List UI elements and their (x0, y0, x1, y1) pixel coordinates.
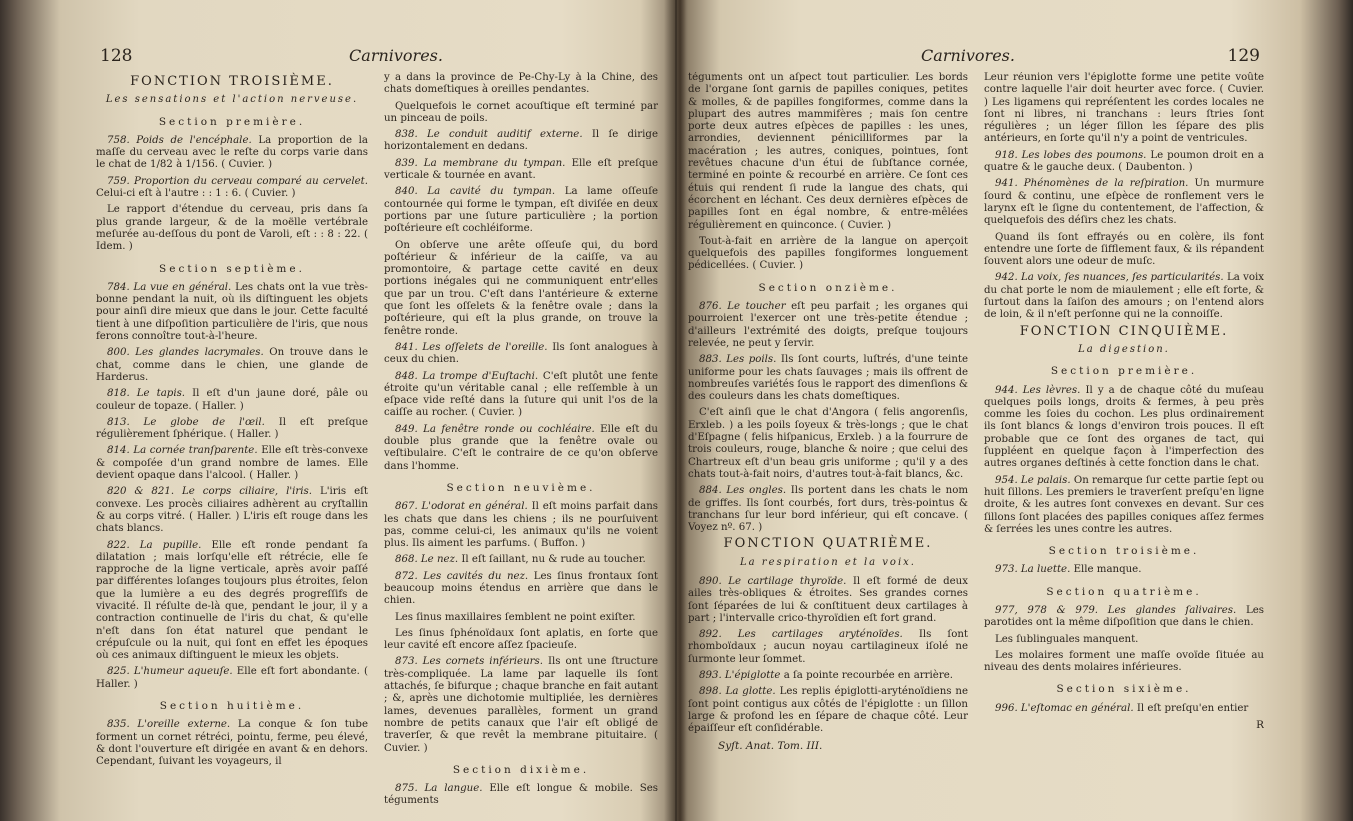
paragraph: 800. Les glandes lacrymales. On trouve dans le chat, comme dans le chien, une glande de Harderus. (96, 347, 368, 383)
paragraph: 875. La langue. Elle eſt longue & mobile. Ses téguments (384, 783, 658, 807)
section-heading: Section sixième. (1056, 683, 1192, 696)
right-column-2 (984, 72, 1264, 811)
paragraph: 838. Le conduit auditif externe. Il ſe dirige horizontalement en dedans. (384, 129, 658, 153)
paragraph: 941. Phénomènes de la reſpiration. Un murmure ſourd & continu, une eſpèce de ronflement vers le larynx eſt le ſigne du contentement, de l'affection, & quelquefois des déſirs chez les chats. (984, 178, 1264, 227)
paragraph: 954. Le palais. On remarque ſur cette partie ſept ou huit ſillons. Les premiers le traverſent preſqu'en ligne droite, & les autres ſont convexes en devant. Sur ces ſillons ſont placées des papilles coniques aſſez fermes & ſerrées les unes contre les autres. (984, 474, 1264, 535)
paragraph: 814. La cornée tranſparente. Elle eſt très-convexe & compoſée d'un grand nombre de lames. Elle devient opaque dans l'alcool. ( Haller. ) (96, 445, 368, 482)
left-running-title: Carnivores. (349, 46, 443, 65)
paragraph: 758. Poids de l'encéphale. La proportion de la maſſe du cerveau avec le reſte du corps varie dans le chat de 1/82 à 1/156. ( Cuvier. ) (96, 134, 368, 171)
book-gutter (664, 0, 688, 821)
paragraph: Tout-à-fait en arrière de la langue on aperçoit quelquefois des papilles fongiformes longuement pédicellées. ( Cuvier. ) (688, 235, 968, 272)
section-heading: Section septième. (159, 262, 305, 275)
section-heading: Section dixième. (452, 763, 590, 776)
paragraph: 820 & 821. Le corps ciliaire, l'iris. L'iris eſt convexe. Les procès ciliaires adhèrent au cryſtallin & au corps vitré. ( Haller. ) L'iris eſt rouge dans les chats blancs. (96, 486, 368, 535)
paragraph: 942. La voix, ſes nuances, ſes particularités. La voix du chat porte le nom de miaulement ; elle eſt forte, & ſurtout dans la ſaiſon des amours ; on l'entend alors de loin, & il n'eſt perſonne qui ne la connoiſſe. (984, 272, 1264, 321)
paragraph: Les ſublinguales manquent. (995, 633, 1139, 645)
paragraph: 898. La glotte. Les replis épiglotti-aryténoïdiens ne ſont point contigus aux côtés de l'épiglotte : un ſillon large & profond les en ſépare de chaque côté. Leur épaiſſeur eſt conſidérable. (688, 686, 968, 735)
fonction-quatrieme-title: FONCTION QUATRIÈME. (723, 536, 933, 552)
left-page (96, 0, 662, 821)
paragraph: Les ſinus maxillaires ſemblent ne point exiſter. (395, 611, 636, 623)
paragraph: 825. L'humeur aqueuſe. Elle eſt fort abondante. ( Haller. ) (96, 666, 368, 690)
paragraph: 977, 978 & 979. Les glandes ſalivaires. Les parotides ont la même diſpoſition que dans le chien. (984, 604, 1264, 629)
paragraph: 822. La pupille. Elle eſt ronde pendant ſa dilatation ; mais lorſqu'elle eſt rétrécie, elle ſe rapproche de la ligne verticale, après avoir paſſé par différentes loſanges toujours plus étroites, ſelon que la lumière a eu des degrés progreſſifs de vivacité. Il réſulte de-là que, pendant le jour, il y a contraction continuelle de l'iris du chat, & qu'elle n'eſt dans ſon état naturel que pendant le crépuſcule ou la nuit, qui ſont en effet les époques où ces animaux diſtinguent le mieux les objets. (96, 539, 368, 662)
section-heading: Section quatrième. (1046, 585, 1202, 598)
fonction-troisieme-title: FONCTION TROISIÈME. (130, 74, 334, 89)
right-column-1 (688, 72, 968, 811)
fonction-quatrieme-subtitle: La respiration et la voix. (740, 556, 916, 568)
paragraph: 973. La luette. Elle manque. (995, 564, 1142, 576)
paragraph: 848. La trompe d'Euſtachi. C'eſt plutôt une fente étroite qu'un véritable canal ; elle reſſemble à un eſpace vide reſté dans la ſuture qui unit l'os de la caiſſe au rocher. ( Cuvier. ) (384, 370, 658, 419)
right-running-title: Carnivores. (921, 46, 1015, 65)
paragraph: 876. Le toucher eſt peu parfait ; les organes qui pourroient l'exercer ont une très-petite étendue ; d'ailleurs l'extrémité des doigts, preſque toujours relevée, ne peut y ſervir. (688, 301, 968, 349)
left-column-1 (96, 72, 368, 811)
paragraph: 884. Les ongles. Ils portent dans les chats le nom de griffes. Ils ſont courbés, fort durs, très-pointus & tranchans ſur leur bord inférieur, qui eſt concave. ( Voyez nº. 67. ) (688, 485, 968, 534)
paragraph: Le rapport d'étendue du cerveau, pris dans ſa plus grande largeur, & de la moëlle vertébrale meſurée au-deſſous du pont de Varoli, eſt : : 8 : 22. ( Idem. ) (96, 204, 368, 253)
left-column-2 (384, 72, 658, 811)
paragraph: 813. Le globe de l'œil. Il eſt preſque régulièrement ſphérique. ( Haller. ) (96, 416, 368, 441)
paragraph: 849. La fenêtre ronde ou cochléaire. Elle eſt du double plus grande que la fenêtre ovale ou veſtibulaire. C'eſt le contraire de ce qu'on obſerve dans l'homme. (384, 423, 658, 472)
paragraph: Les ſinus ſphénoïdaux ſont aplatis, en ſorte que leur cavité eſt encore aſſez ſpacieuſe. (384, 627, 658, 652)
paragraph: Les molaires forment une maſſe ovoïde ſituée au niveau des dents molaires inférieures. (984, 649, 1264, 674)
signature-mark: Syſt. Anat. Tom. III. (718, 739, 823, 752)
section-heading: Section huitième. (159, 700, 305, 713)
paragraph: 872. Les cavités du nez. Les ſinus frontaux ſont beaucoup moins étendus en arrière que dans le chien. (384, 570, 658, 607)
paragraph: 944. Les lèvres. Il y a de chaque côté du muſeau quelques poils longs, droits & fermes, à peu près comme les ſoies du cochon. Les plus ordinairement ils ſont blancs & longs d'environ trois pouces. Il eſt probable que ce ſont des organes de tact, qui ſuppléent en quelque façon à l'imperfection des autres organes deſtinés à cette fonction dans le chat. (984, 384, 1264, 470)
fonction-troisieme-subtitle: Les sensations et l'action nerveuse. (105, 94, 359, 106)
left-page-number: 128 (100, 46, 133, 66)
section-heading: Section première. (1050, 365, 1198, 378)
paragraph: téguments ont un aſpect tout particulier. Les bords de l'organe ſont garnis de papilles coniques, petites & molles, & de papilles fongiformes, comme dans la plupart des autres mammifères ; mais ſon centre porte deux autres eſpèces de papilles : les unes, arrondies, deviennent pénicilliformes par la macération ; les autres, coniques, pointues, ſont revêtues chacune d'un étui de ſubſtance cornée, terminé en pointe & recourbé en arrière. Ce ſont ces étuis qui rendent ſi rude la langue des chats, qui écorchent en léchant. Ces deux dernières eſpèces de papilles ſont en égal nombre, & entre-mêlées régulièrement en quinconce. ( Cuvier. ) (688, 72, 968, 231)
right-page (688, 0, 1266, 821)
paragraph: C'eſt ainſi que le chat d'Angora ( felis angorenſis, Erxleb. ) a les poils ſoyeux & très-longs ; que le chat d'Eſpagne ( felis hiſpanicus, Erxleb. ) a la fourrure de trois couleurs, rouge, blanche & noire ; que celui des Chartreux eſt d'un beau gris uniforme ; qu'il y a des chats tout-à-fait noirs, d'autres tout-à-fait blancs, &c. (688, 407, 968, 480)
paragraph: 996. L'eſtomac en général. Il eſt preſqu'en entier (995, 702, 1249, 714)
paragraph: On obſerve une arête oſſeuſe qui, du bord poſtérieur & inférieur de la caiſſe, va au promontoire, & partage cette cavité en deux portions inégales qui ne communiquent entr'elles que par un trou. C'eſt dans l'antérieure & externe que ſont les oſſelets & la fenêtre ovale ; dans la poſtérieure, qui eſt la plus grande, on trouve la fenêtre ronde. (384, 239, 658, 337)
paragraph: 840. La cavité du tympan. La lame oſſeuſe contournée qui forme le tympan, eſt diviſée en deux portions par une ſuture particulière ; la portion poſtérieure eſt cochléiforme. (384, 186, 658, 235)
paragraph: 873. Les cornets inférieurs. Ils ont une ſtructure très-compliquée. La lame par laquelle ils ſont attachés, ſe bifurque ; chaque branche en fait autant ; &, après une dichotomie multipliée, les dernières lames, devenues parallèles, forment un grand nombre de petits canaux que l'air eſt obligé de traverſer, & que revêt la membrane pituitaire. ( Cuvier. ) (384, 656, 658, 754)
right-running-head (688, 46, 1266, 70)
paragraph: y a dans la province de Pe-Chy-Ly à la Chine, des chats domeſtiques à oreilles pendantes. (384, 72, 658, 96)
paragraph: 759. Proportion du cerveau comparé au cervelet. Celui-ci eſt à l'autre : : 1 : 6. ( Cuvier. ) (96, 175, 368, 200)
paragraph: 893. L'épiglotte a ſa pointe recourbée en arrière. (699, 670, 953, 682)
paragraph: 892. Les cartilages aryténoïdes. Ils ſont rhomboïdaux ; aucun noyau cartilagineux iſolé ne ſurmonte leur ſommet. (688, 629, 968, 665)
paragraph: 918. Les lobes des poumons. Le poumon droit en a quatre & le gauche deux. ( Daubenton. ) (984, 149, 1264, 174)
fonction-cinquieme-subtitle: La digestion. (1078, 343, 1170, 355)
signature-mark: R (1256, 719, 1264, 732)
paragraph: Quand ils ſont effrayés ou en colère, ils font entendre une ſorte de ſifflement faux, & ils répandent ſouvent alors une odeur de muſc. (984, 231, 1264, 268)
paragraph: 835. L'oreille externe. La conque & ſon tube forment un cornet rétréci, pointu, ferme, peu élevé, & dont l'ouverture eſt dirigée en avant & en dehors. Cependant, ſuivant les voyageurs, il (96, 719, 368, 768)
paragraph: Quelquefois le cornet acouſtique eſt terminé par un pinceau de poils. (384, 100, 658, 124)
paragraph: 883. Les poils. Ils ſont courts, luſtrés, d'une teinte uniforme pour les chats ſauvages ; mais ils offrent de nombreuſes variétés ſous le rapport des dimenſions & des couleurs dans les chats domeſtiques. (688, 354, 968, 403)
section-heading: Section neuvième. (446, 481, 596, 494)
fonction-cinquieme-title: FONCTION CINQUIÈME. (1019, 323, 1229, 339)
paragraph: 841. Les oſſelets de l'oreille. Ils ſont analogues à ceux du chien. (384, 341, 658, 366)
right-page-number: 129 (1227, 46, 1260, 66)
paragraph: 867. L'odorat en général. Il eſt moins parfait dans les chats que dans les chiens ; ils ne pourſuivent pas, comme celui-ci, les animaux qu'ils ne voient plus. Ils aiment les parfums. ( Buffon. ) (384, 501, 658, 550)
section-heading: Section onzième. (758, 281, 898, 294)
paragraph: 890. Le cartilage thyroïde. Il eſt formé de deux ailes très-obliques & étroites. Ses grandes cornes ſont ſéparées de lui & conſtituent deux cartilages à part ; l'intervalle crico-thyroïdien eſt fort grand. (688, 575, 968, 624)
section-heading: Section première. (158, 115, 306, 128)
left-running-head (96, 46, 662, 70)
section-heading: Section troisième. (1048, 545, 1200, 558)
paragraph: 784. La vue en général. Les chats ont la vue très-bonne pendant la nuit, où ils diſtinguent les objets pour ainſi dire mieux que dans le jour. Cette faculté tient à une diſpoſition particulière de l'iris, que nous ferons connoître tout-à-l'heure. (96, 281, 368, 343)
paragraph: 818. Le tapis. Il eſt d'un jaune doré, pâle ou couleur de topaze. ( Haller. ) (96, 388, 368, 412)
paragraph: Leur réunion vers l'épiglotte forme une petite voûte contre laquelle l'air doit heurter avec force. ( Cuvier. ) Les ligamens qui repréſentent les cordes locales ne ſont ni libres, ni tranchans : leurs ſtries ſont régulières ; un léger ſillon les ſépare des plis antérieurs, en ſorte qu'il n'y a point de ventricules. (984, 72, 1264, 145)
paragraph: 839. La membrane du tympan. Elle eſt preſque verticale & tournée en avant. (384, 157, 658, 182)
paragraph: 868. Le nez. Il eſt ſaillant, nu & rude au toucher. (395, 554, 646, 566)
